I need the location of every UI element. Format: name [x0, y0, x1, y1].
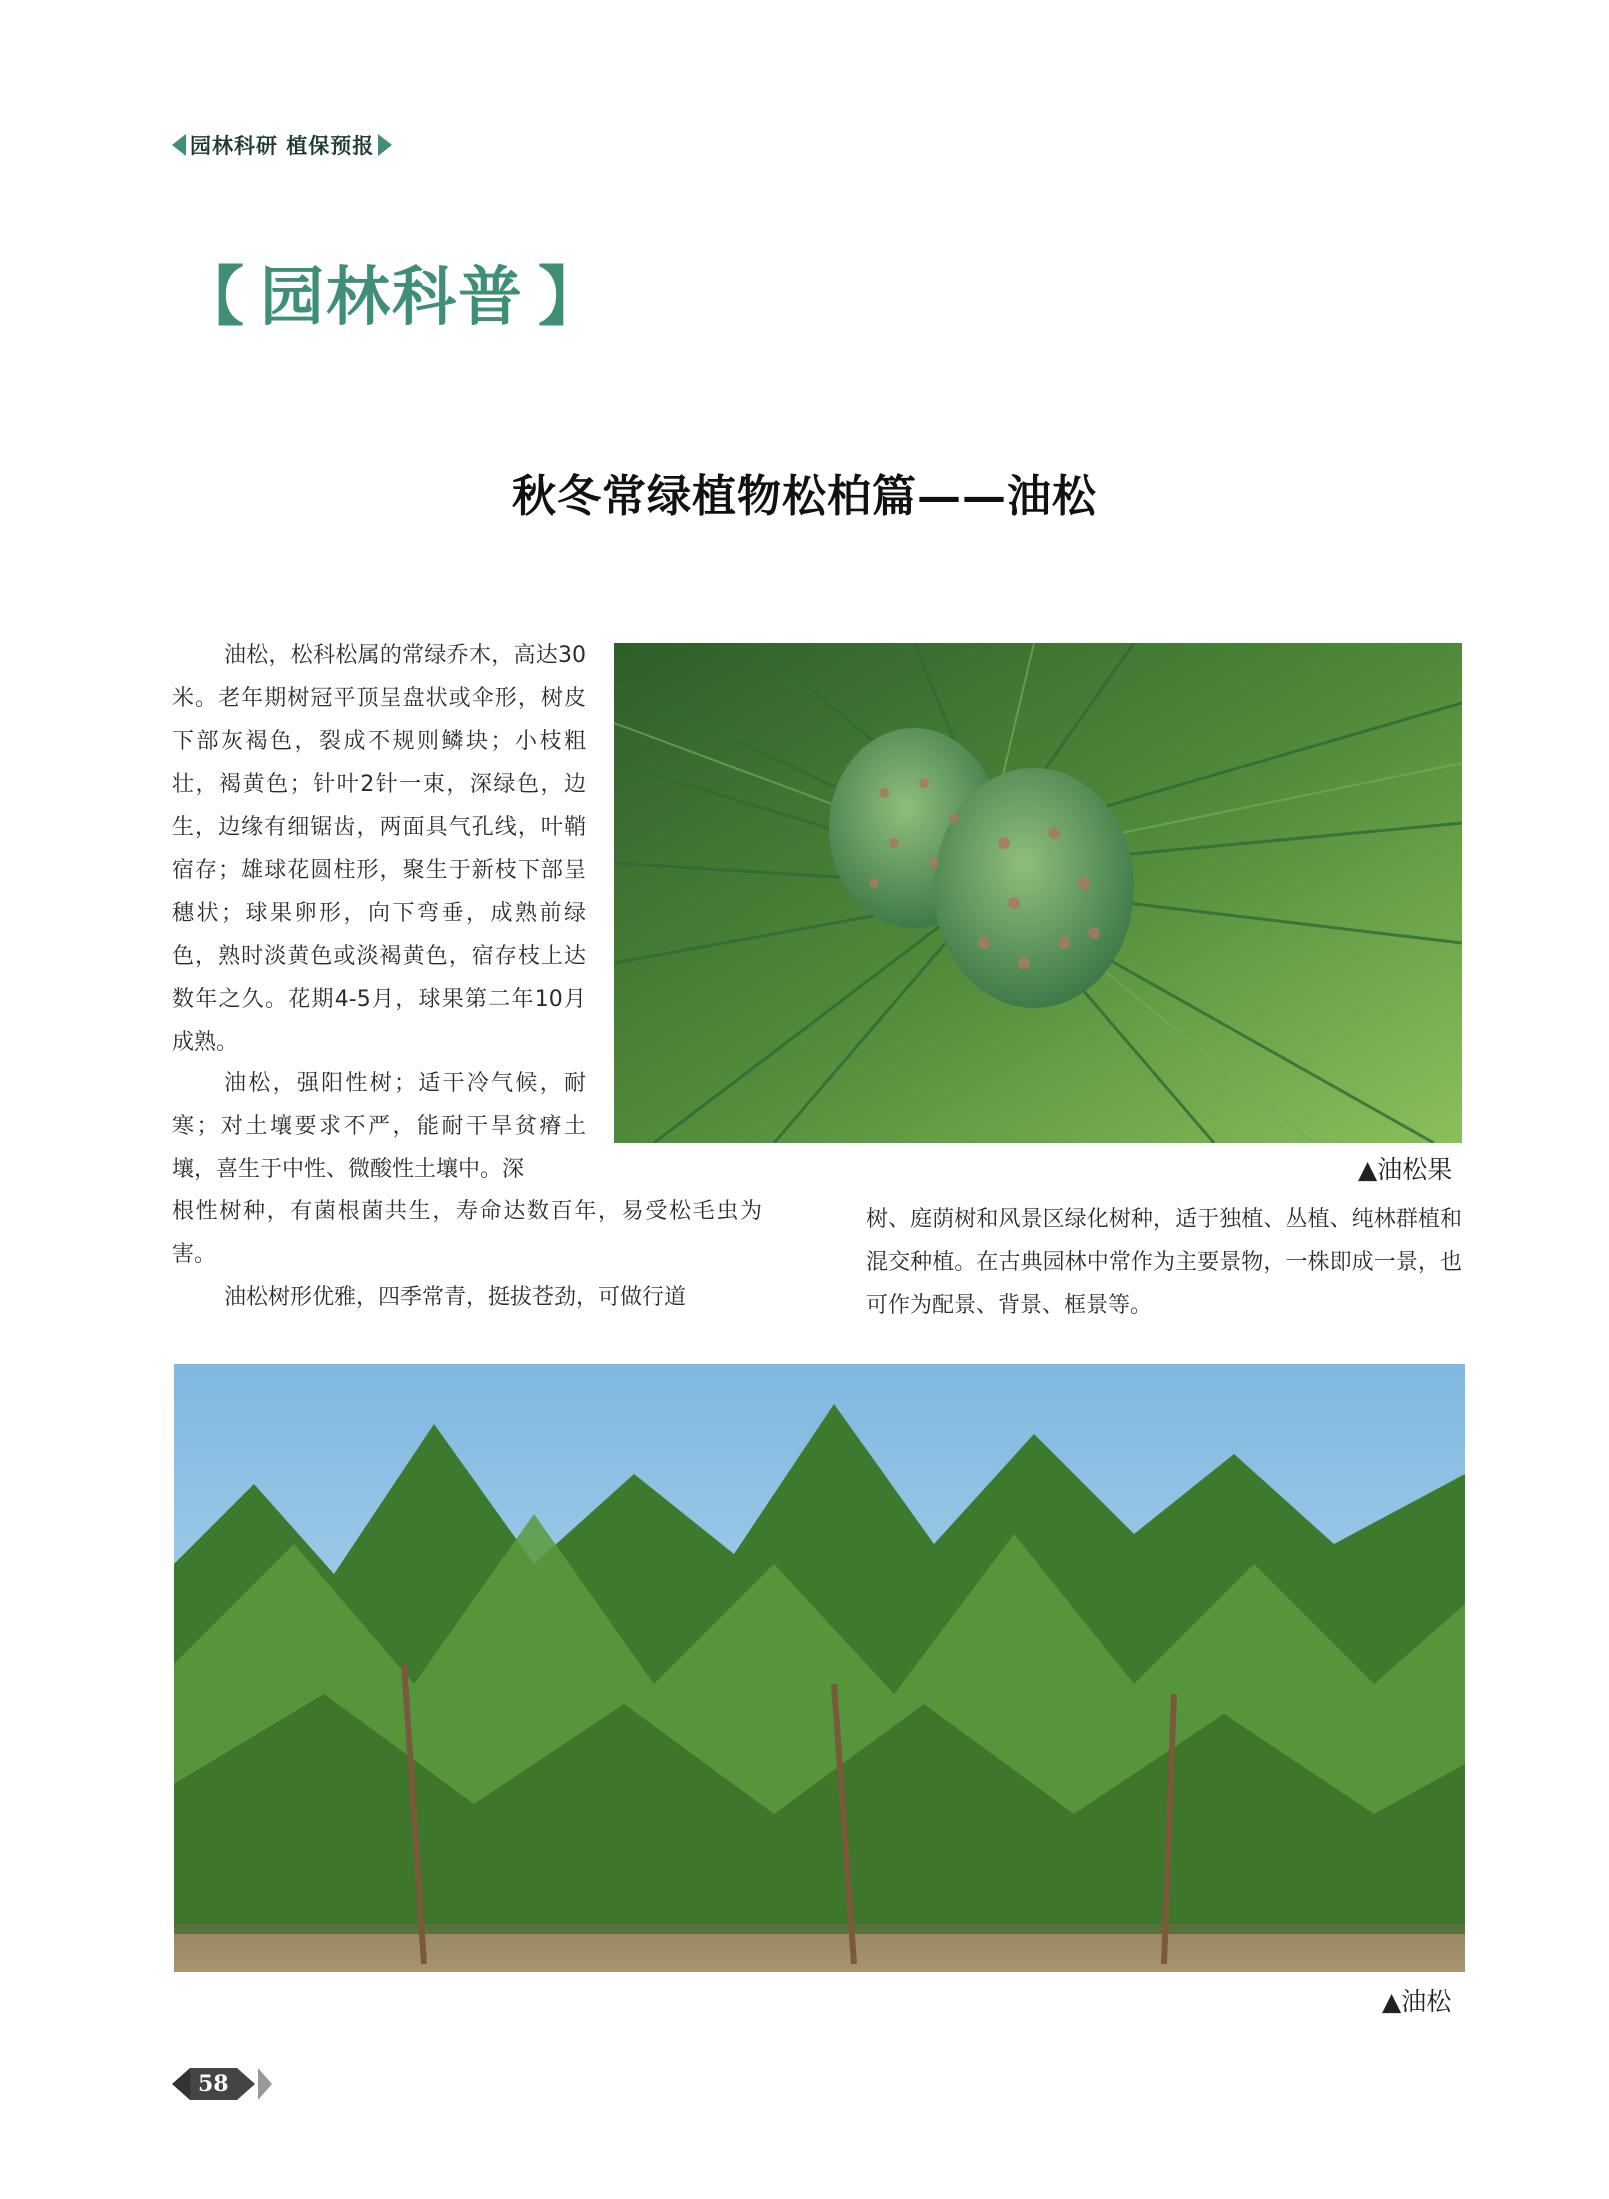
- page-number-text: 58: [190, 2068, 237, 2100]
- chevron-left-icon: [172, 134, 186, 156]
- paragraph-usage-part1: 油松树形优雅，四季常青，挺拔苍劲，可做行道: [224, 1285, 687, 1310]
- pine-cone-photo: [614, 643, 1462, 1143]
- paragraph-usage-part2: 树、庭荫树和风景区绿化树种，适于独植、丛植、纯林群植和混交种植。在古典园林中常作为主要景物，一株即成一景，也可作为配景、背景、框景等。: [866, 1207, 1462, 1318]
- page-number: [172, 2068, 272, 2100]
- pine-tree-caption: ▲油松: [1382, 1987, 1452, 2016]
- page-chevron-right-icon: [237, 2068, 255, 2100]
- pine-tree-photo: [174, 1364, 1465, 1972]
- paragraph-habit-part2: 根性树种，有菌根菌共生，寿命达数百年，易受松毛虫为害。: [172, 1199, 762, 1267]
- paragraph-description: 油松，松科松属的常绿乔木，高达30米。老年期树冠平顶呈盘状或伞形，树皮下部灰褐色，裂成不规则鳞块；小枝粗壮，褐黄色；针叶2针一束，深绿色，边生，边缘有细锯齿，两面具气孔线，叶鞘宿存；雄球花圆柱形，聚生于新枝下部呈穗状；球果卵形，向下弯垂，成熟前绿色，熟时淡黄色或淡褐黄色，宿存枝上达数年之久。花期4-5月，球果第二年10月成熟。: [172, 643, 586, 1055]
- chevron-right-icon: [378, 134, 392, 156]
- section-title: [180, 246, 604, 338]
- pine-cone-caption: ▲油松果: [1358, 1155, 1453, 1184]
- paragraph-habit-part1: 油松，强阳性树；适干冷气候，耐寒；对土壤要求不严，能耐干旱贫瘠土壤，喜生于中性、微酸性土壤中。深: [172, 1071, 586, 1182]
- running-header: [172, 130, 392, 160]
- section-title-text: 园林科普: [260, 261, 524, 335]
- page-chevron-left-icon: [172, 2068, 190, 2100]
- right-bracket: 】: [538, 261, 604, 335]
- article-title: 秋冬常绿植物松柏篇——油松: [512, 471, 1097, 522]
- page-chevron-right2-icon: [258, 2068, 272, 2100]
- left-bracket: 【: [180, 261, 246, 335]
- header-text: 园林科研 植保预报: [190, 134, 375, 158]
